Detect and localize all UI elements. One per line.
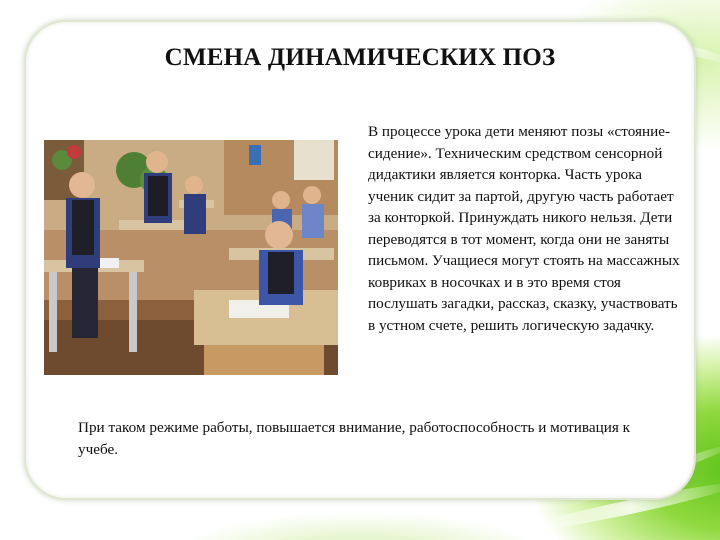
lesson-description: В процессе урока дети меняют позы «стояние-сидение». Техническим средством сенсорной дидактики является конторка. Часть урока ученик сидит за партой, другую часть работает за конторкой. Принуждать никого нельзя. Дети переводятся в тот момент, когда они не заняты письмом. Учащиеся могут стоять на массажных ковриках в носочках и в это время стоя послушать загадки, рассказ, сказку, участвовать в устном счете, решить логическую задачку. — [368, 123, 680, 334]
slide-title: СМЕНА ДИНАМИЧЕСКИХ ПОЗ — [164, 44, 556, 71]
classroom-photo — [44, 140, 338, 375]
classroom-photo-illustration — [44, 140, 338, 375]
conclusion-text: При таком режиме работы, повышается внимание, работоспособность и мотивация к учебе. — [78, 419, 631, 458]
